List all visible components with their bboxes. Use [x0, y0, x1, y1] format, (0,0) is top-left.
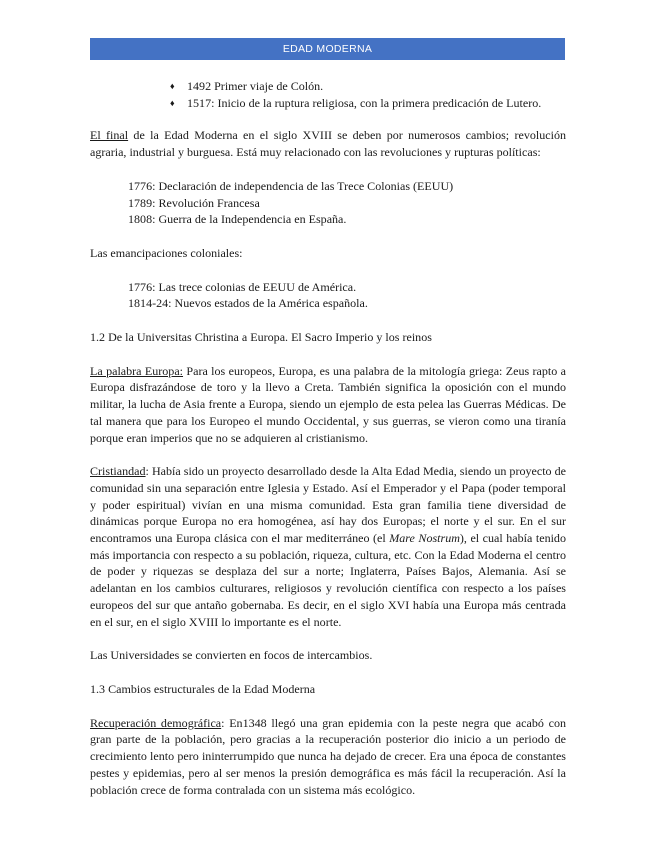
list-item: 1808: Guerra de la Independencia en España.	[128, 212, 347, 227]
list-item: ♦ 1492 Primer viaje de Colón.	[170, 79, 324, 93]
mare-nostrum-term: Mare Nostrum	[389, 531, 460, 546]
final-events-list	[128, 178, 566, 228]
list-item: 1789: Revolución Francesa	[128, 195, 260, 210]
cristiandad-paragraph: Cristiandad: Había sido un proyecto desarrollado desde la Alta Edad Media, siendo un proyecto de comunidad sin una separación entre Iglesia y Estado. Así el Emperador y el Papa (poder temporal y poder espiritual) vivían en una misma comunidad. Esta gran familia tiene diversidad de dinámicas porque Europa no era homogénea, así hay dos Europas; el norte y el sur. En el sur encontramos una Europa clásica con el mar mediterráneo (el Mare Nostrum), el cual había tenido más importancia con respecto a su población, riqueza, cultura, etc. Con la Edad Moderna el centro de poder y riquezas se desplaza del sur a norte; Inglaterra, Países Bajos, Alemania. Así se adelantan en los cambios culturares, religiosos y revolución científica con respecto a los países europeos del sur que antaño gobernaba. Es decir, en el siglo XVI había una Europa más centrada en el sur, en el siglo XVIII lo importante es el norte.	[90, 464, 566, 629]
timeline-bullets	[90, 78, 566, 111]
cristiandad-label: Cristiandad	[90, 464, 146, 479]
europa-paragraph: La palabra Europa: Para los europeos, Europa, es una palabra de la mitología griega: Zeus rapto a Europa disfrazándose de toro y la llevo a Creta. También significa la oposición con el mundo militar, la lucha de Asia frente a Europa, siendo un ejemplo de esta pelea las Guerras Médicas. De tal manera que para los Europeo el mundo Occidental, y sus guerras, se vieron como una tiranía porque eran imperios que no se adquieren al cristianismo.	[90, 363, 567, 445]
final-paragraph: El final de la Edad Moderna en el siglo XVIII se deben por numerosos cambios; revolución agraria, industrial y burguesa. Está muy relacionado con las revoluciones y rupturas políticas:	[90, 128, 566, 160]
emancipations-list	[128, 279, 566, 312]
diamond-bullet-icon: ♦	[170, 81, 175, 91]
list-item: ♦ 1517: Inicio de la ruptura religiosa, con la primera predicación de Lutero.	[170, 95, 542, 110]
page-header	[90, 38, 565, 60]
demografica-label: Recuperación demográfica	[90, 715, 222, 730]
final-label: El final	[90, 128, 129, 143]
list-item: 1776: Las trece colonias de EEUU de América.	[128, 279, 357, 294]
demografica-paragraph: Recuperación demográfica: En1348 llegó una gran epidemia con la peste negra que acabó con gran parte de la población, pero gracias a la recuperación posterior dio inicio a un periodo de crecimiento lento pero ininterrumpido que nunca ha dejado de crecer. Era una época de constantes pestes y epidemias, pero al ser menos la presión demográfica es más fácil la recuperación. Así la población crece de forma contralada con un sistema más ecológico.	[90, 715, 566, 797]
document-body	[90, 78, 566, 815]
list-item: 1814-24: Nuevos estados de la América española.	[128, 296, 368, 311]
universidades-paragraph: Las Universidades se convierten en focos de intercambios.	[90, 648, 373, 663]
diamond-bullet-icon: ♦	[170, 97, 175, 108]
section-heading-1-3: 1.3 Cambios estructurales de la Edad Moderna	[90, 681, 316, 696]
list-item: 1776: Declaración de independencia de las Trece Colonias (EEUU)	[128, 178, 454, 193]
emancipations-intro: Las emancipaciones coloniales:	[90, 245, 243, 260]
page-header-title: EDAD MODERNA	[282, 43, 373, 55]
section-heading-1-2: 1.2 De la Universitas Christina a Europa. El Sacro Imperio y los reinos	[90, 330, 432, 345]
europa-label: La palabra Europa:	[90, 363, 184, 378]
